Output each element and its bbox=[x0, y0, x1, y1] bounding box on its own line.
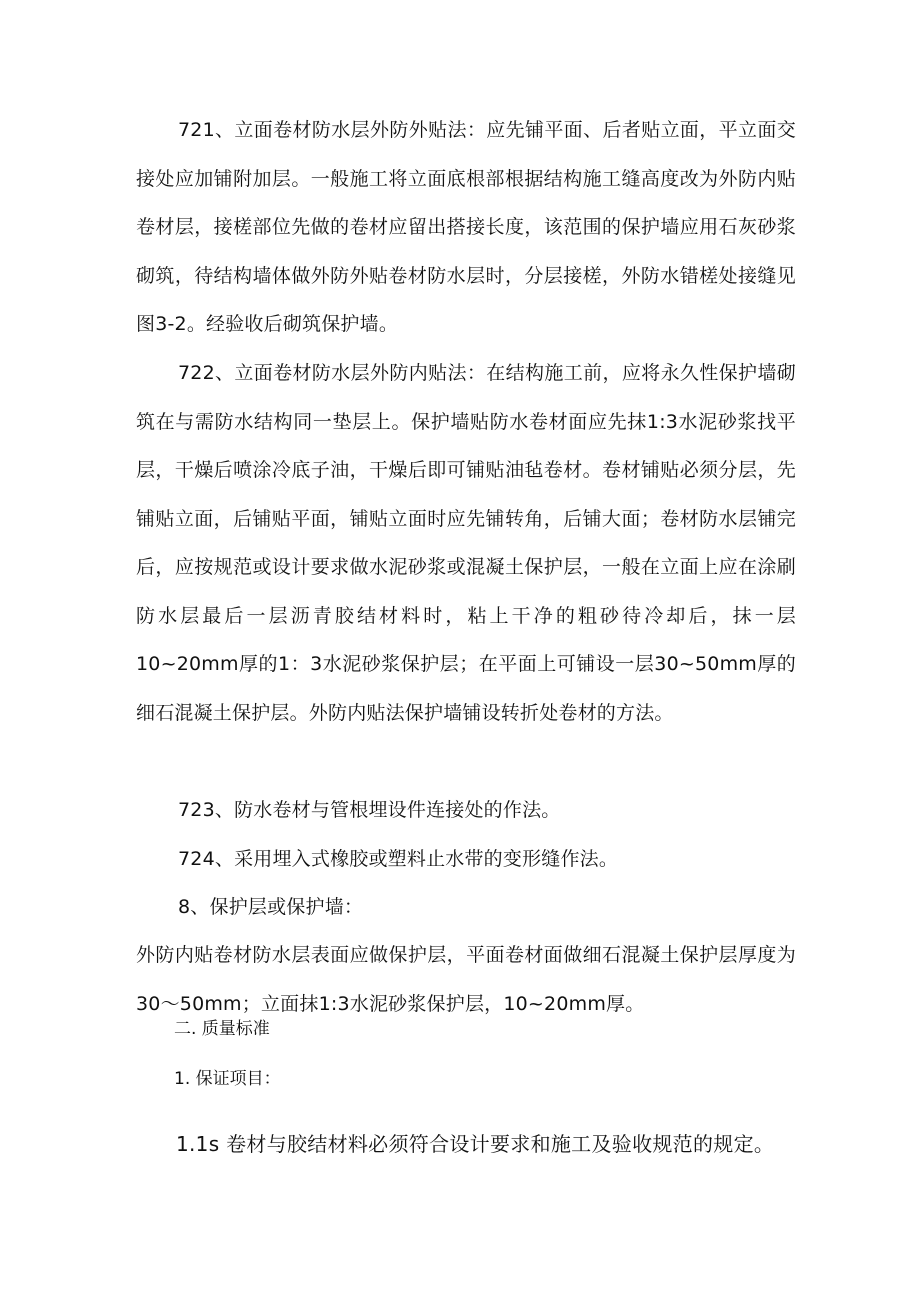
paragraph-8-body: 外防内贴卷材防水层表面应做保护层，平面卷材面做细石混凝土保护层厚度为30～50mm；立面抹1:3水泥砂浆保护层，10~20mm厚。 bbox=[136, 944, 796, 1015]
section-heading-quality-standard: 二. 质量标准 bbox=[174, 1019, 270, 1039]
paragraph-722: 722、立面卷材防水层外防内贴法：在结构施工前，应将永久性保护墙砌筑在与需防水结构同一垫层上。保护墙贴防水卷材面应先抹1:3水泥砂浆找平层，干燥后喷涂冷底子油，干燥后即可铺贴油毡卷材。卷材铺贴必须分层，先铺贴立面，后铺贴平面，铺贴立面时应先铺转角，后铺大面；卷材防水层铺完后，应按规范或设计要求做水泥砂浆或混凝土保护层，一般在立面上应在涂刷防水层最后一层沥青胶结材料时，粘上干净的粗砂待冷却后，抹一层10~20mm厚的1：3水泥砂浆保护层；在平面上可铺设一层30~50mm厚的细石混凝土保护层。外防内贴法保护墙铺设转折处卷材的方法。 bbox=[136, 362, 796, 724]
item-1-1: 1.1s 卷材与胶结材料必须符合设计要求和施工及验收规范的规定。 bbox=[176, 1132, 775, 1156]
paragraph-724: 724、采用埋入式橡胶或塑料止水带的变形缝作法。 bbox=[178, 848, 619, 870]
paragraph-8-heading: 8、保护层或保护墙： bbox=[178, 896, 364, 918]
subheading-guarantee-items: 1. 保证项目： bbox=[174, 1069, 281, 1089]
paragraph-723: 723、防水卷材与管根埋设件连接处的作法。 bbox=[178, 799, 561, 821]
paragraph-721: 721、立面卷材防水层外防外贴法：应先铺平面、后者贴立面，平立面交接处应加铺附加层。一般施工将立面底根部根据结构施工缝高度改为外防内贴卷材层，接槎部位先做的卷材应留出搭接长度，该范围的保护墙应用石灰砂浆砌筑，待结构墙体做外防外贴卷材防水层时，分层接槎，外防水错槎处接缝见图3-2。经验收后砌筑保护墙。 bbox=[136, 119, 796, 335]
